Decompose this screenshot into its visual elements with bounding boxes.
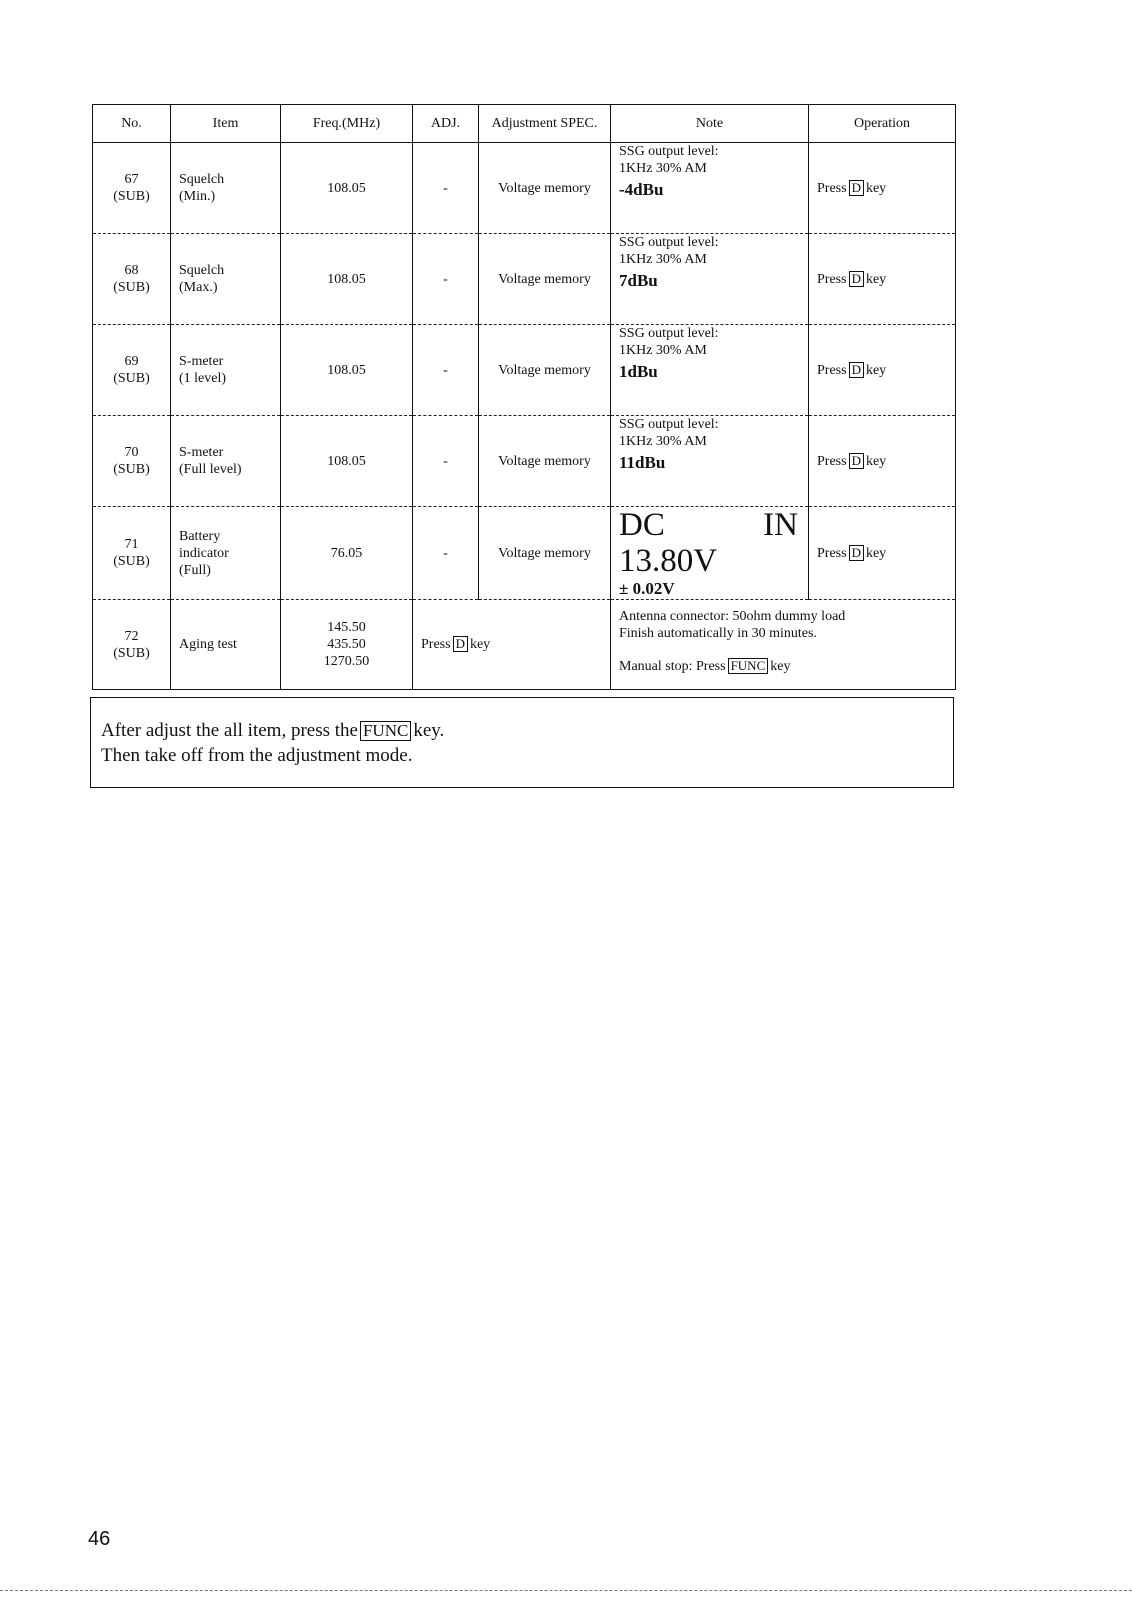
spec-cell: Voltage memory — [479, 234, 611, 325]
item-detail: (1 level) — [179, 371, 227, 386]
freq-cell: 108.05 — [281, 143, 413, 234]
item-cell — [171, 507, 281, 600]
output-level: 11dBu — [619, 453, 666, 472]
ssg-label: SSG output level: — [619, 235, 719, 250]
item-name: Battery — [179, 528, 221, 544]
header-freq: Freq.(MHz) — [281, 105, 413, 143]
item-detail: (Min.) — [179, 189, 216, 204]
adj-cell: - — [413, 234, 479, 325]
row-number-cell — [93, 143, 171, 234]
table-header-row — [93, 105, 956, 143]
output-level: 1dBu — [619, 362, 658, 381]
adj-cell: - — [413, 507, 479, 600]
row-number-cell — [93, 416, 171, 507]
row-number: 70 — [124, 445, 139, 460]
key-text: key — [865, 362, 887, 378]
func-key-icon: FUNC — [360, 721, 411, 741]
table-row — [93, 600, 956, 690]
manual-stop-text: Manual stop: Press — [619, 659, 726, 674]
item-name: S-meter — [179, 354, 224, 369]
row-number-cell — [93, 507, 171, 600]
row-sub: (SUB) — [113, 371, 150, 386]
key-text: key — [865, 271, 887, 287]
note-cell — [611, 325, 809, 416]
item-cell: Aging test — [171, 600, 281, 690]
key-text: key — [469, 637, 491, 652]
ssg-label: SSG output level: — [619, 144, 719, 159]
final-instruction-text: After adjust the all item, press the — [101, 720, 358, 741]
row-number: 68 — [124, 263, 139, 278]
final-instruction-line-1 — [101, 718, 943, 743]
key-text: key — [865, 180, 887, 196]
spec-cell: Voltage memory — [479, 143, 611, 234]
row-sub: (SUB) — [113, 189, 150, 204]
operation-cell — [809, 325, 956, 416]
modulation-text: 1KHz 30% AM — [619, 343, 707, 358]
spec-cell: Voltage memory — [479, 416, 611, 507]
key-text: key — [865, 545, 887, 561]
note-cell — [611, 507, 809, 600]
adj-cell: - — [413, 143, 479, 234]
row-number: 71 — [124, 537, 139, 552]
item-detail: indicator — [179, 545, 229, 561]
item-name: Squelch — [179, 172, 225, 187]
item-cell — [171, 416, 281, 507]
func-key-icon: FUNC — [728, 658, 769, 674]
item-detail-2: (Full) — [179, 562, 211, 578]
row-sub: (SUB) — [113, 462, 150, 477]
item-cell — [171, 143, 281, 234]
press-text: Press — [817, 180, 847, 196]
table-row — [93, 325, 956, 416]
row-sub: (SUB) — [113, 554, 150, 569]
output-level: -4dBu — [619, 180, 664, 199]
press-text: Press — [817, 453, 847, 469]
press-text: Press — [817, 545, 847, 561]
modulation-text: 1KHz 30% AM — [619, 161, 707, 176]
d-key-icon: D — [849, 453, 864, 469]
output-level: 7dBu — [619, 271, 658, 290]
spec-cell: Voltage memory — [479, 325, 611, 416]
freq-cell: 108.05 — [281, 325, 413, 416]
item-detail: (Max.) — [179, 280, 218, 295]
header-adj: ADJ. — [413, 105, 479, 143]
d-key-icon: D — [849, 271, 864, 287]
row-number: 67 — [124, 172, 139, 187]
note-cell — [611, 143, 809, 234]
operation-cell — [809, 416, 956, 507]
operation-cell — [809, 143, 956, 234]
d-key-icon: D — [453, 636, 468, 652]
spec-cell: Voltage memory — [479, 507, 611, 600]
voltage-value: 13.80V — [619, 543, 718, 579]
manual-stop-note — [619, 658, 955, 675]
header-item: Item — [171, 105, 281, 143]
page-number: 46 — [88, 1528, 111, 1550]
voltage-tolerance: ± 0.02V — [619, 579, 675, 598]
item-name: S-meter — [179, 445, 224, 460]
table-row — [93, 234, 956, 325]
freq-1: 145.50 — [327, 620, 366, 635]
aging-note-cell — [611, 600, 956, 690]
table-row — [93, 416, 956, 507]
modulation-text: 1KHz 30% AM — [619, 434, 707, 449]
item-name: Squelch — [179, 263, 225, 278]
header-spec: Adjustment SPEC. — [479, 105, 611, 143]
row-number-cell — [93, 234, 171, 325]
dc-text: DC — [619, 507, 665, 543]
press-text: Press — [817, 271, 847, 287]
key-text: key — [865, 453, 887, 469]
bottom-divider — [0, 1590, 1132, 1591]
finish-note: Finish automatically in 30 minutes. — [619, 626, 817, 641]
header-no: No. — [93, 105, 171, 143]
row-number-cell — [93, 325, 171, 416]
ssg-label: SSG output level: — [619, 326, 719, 341]
press-text: Press — [817, 362, 847, 378]
operation-cell — [809, 507, 956, 600]
table-row — [93, 143, 956, 234]
final-instruction-box — [90, 697, 954, 788]
d-key-icon: D — [849, 362, 864, 378]
adj-cell: - — [413, 416, 479, 507]
d-key-icon: D — [849, 545, 864, 561]
header-operation: Operation — [809, 105, 956, 143]
freq-cell: 108.05 — [281, 234, 413, 325]
item-cell — [171, 234, 281, 325]
freq-cell: 76.05 — [281, 507, 413, 600]
d-key-icon: D — [849, 180, 864, 196]
row-sub: (SUB) — [113, 280, 150, 295]
note-cell — [611, 234, 809, 325]
row-number: 69 — [124, 354, 139, 369]
in-text: IN — [763, 507, 798, 543]
ssg-label: SSG output level: — [619, 417, 719, 432]
press-text: Press — [421, 637, 451, 652]
item-cell — [171, 325, 281, 416]
note-cell — [611, 416, 809, 507]
modulation-text: 1KHz 30% AM — [619, 252, 707, 267]
item-detail: (Full level) — [179, 462, 242, 477]
adj-cell: - — [413, 325, 479, 416]
key-text: key — [770, 659, 791, 674]
freq-2: 435.50 — [327, 637, 366, 652]
freq-cell — [281, 600, 413, 690]
dc-in-label — [619, 507, 808, 543]
header-note: Note — [611, 105, 809, 143]
adj-operation-cell — [413, 600, 611, 690]
row-number: 72 — [124, 628, 139, 644]
freq-cell: 108.05 — [281, 416, 413, 507]
adjustment-table — [92, 104, 956, 690]
row-sub: (SUB) — [113, 645, 150, 661]
freq-3: 1270.50 — [323, 654, 370, 669]
operation-cell — [809, 234, 956, 325]
table-row — [93, 507, 956, 600]
row-number-cell — [93, 600, 171, 690]
final-instruction-line-2: Then take off from the adjustment mode. — [101, 745, 413, 766]
antenna-note: Antenna connector: 50ohm dummy load — [619, 609, 846, 624]
final-key-text: key. — [413, 720, 445, 741]
